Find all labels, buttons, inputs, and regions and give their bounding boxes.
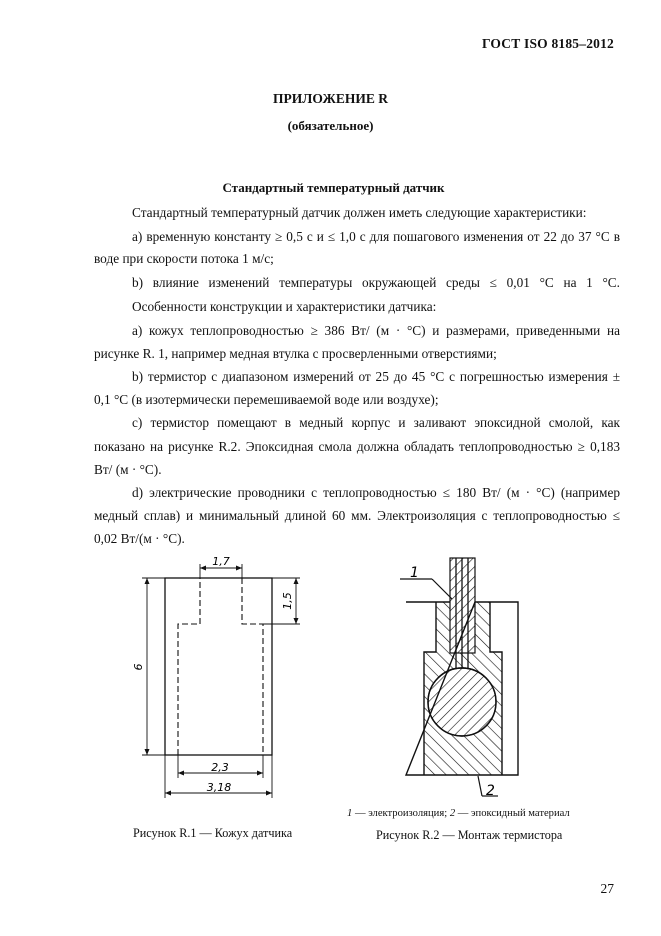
paragraph-design-b-line2: 0,1 °С (в изотермически перемешиваемой воде или воздухе); (94, 392, 439, 407)
paragraph-design-d-line1: d) электрические проводники с теплопроводностью ≤ 180 Вт/ (м · °С) (например (132, 485, 620, 500)
paragraph-a-line2: воде при скорости потока 1 м/с; (94, 251, 274, 266)
paragraph-b: b) влияние изменений температуры окружающей среды ≤ 0,01 °С на 1 °С. (132, 275, 620, 290)
paragraph-design-a-line2: рисунке R. 1, например медная втулка с просверленными отверстиями; (94, 346, 497, 361)
paragraph-design-d-line2: медный сплав) и минимальный длиной 60 мм. Электроизоляция с теплопроводностью ≤ (94, 508, 620, 523)
figure2-legend (347, 808, 570, 819)
figure-casing-drawing (120, 552, 330, 802)
paragraph-design-d-line3: 0,02 Вт/(м · °С). (94, 531, 185, 546)
label-1: 1 (410, 565, 419, 581)
dim-top-depth: 1,5 (281, 592, 294, 610)
standard-number: ГОСТ ISO 8185–2012 (481, 36, 614, 51)
legend-num-2: 2 (449, 808, 456, 819)
legend-num-1: 1 (347, 808, 353, 819)
figure1-caption: Рисунок R.1 — Кожух датчика (133, 826, 293, 840)
dim-inner-width: 2,3 (211, 761, 229, 774)
paragraph-design-c-line1: с) термистор помещают в медный корпус и заливают эпоксидной смолой, как (132, 415, 620, 430)
figure2-caption: Рисунок R.2 — Монтаж термистора (376, 828, 563, 842)
annex-status: (обязательное) (287, 118, 374, 133)
thermistor-bead (428, 668, 496, 736)
paragraph-design-c-line3: Вт/ (м · °С). (94, 462, 162, 477)
paragraph-design: Особенности конструкции и характеристики датчика: (132, 299, 437, 314)
casing-outline (165, 578, 272, 755)
paragraph-intro: Стандартный температурный датчик должен иметь следующие характеристики: (132, 205, 587, 220)
figure-thermistor-drawing (370, 552, 600, 807)
paragraph-design-a-line1: а) кожух теплопроводностью ≥ 386 Вт/ (м · °С) и размерами, приведенными на (132, 323, 620, 338)
dim-top-width: 1,7 (212, 555, 230, 568)
paragraph-design-c-line2: показано на рисунке R.2. Эпоксидная смола должна обладать теплопроводностью ≥ 0,183 (94, 439, 620, 454)
paragraph-design-b-line1: b) термистор с диапазоном измерений от 25 до 45 °С с погрешностью измерения ± (132, 369, 620, 384)
dim-outer-width: 3,18 (206, 781, 232, 794)
section-title: Стандартный температурный датчик (222, 180, 445, 195)
page-number: 27 (600, 881, 614, 896)
label-2: 2 (486, 783, 495, 799)
casing-bore-hidden-line (178, 578, 263, 755)
annex-title: ПРИЛОЖЕНИЕ R (273, 91, 388, 106)
paragraph-a-line1: а) временную константу ≥ 0,5 с и ≤ 1,0 с для пошагового изменения от 22 до 37 °С в (132, 229, 620, 244)
legend-text-1: — электроизоляция; (352, 808, 450, 819)
legend-text-2: — эпоксидный материал (455, 808, 570, 819)
dim-height: 6 (132, 663, 145, 671)
